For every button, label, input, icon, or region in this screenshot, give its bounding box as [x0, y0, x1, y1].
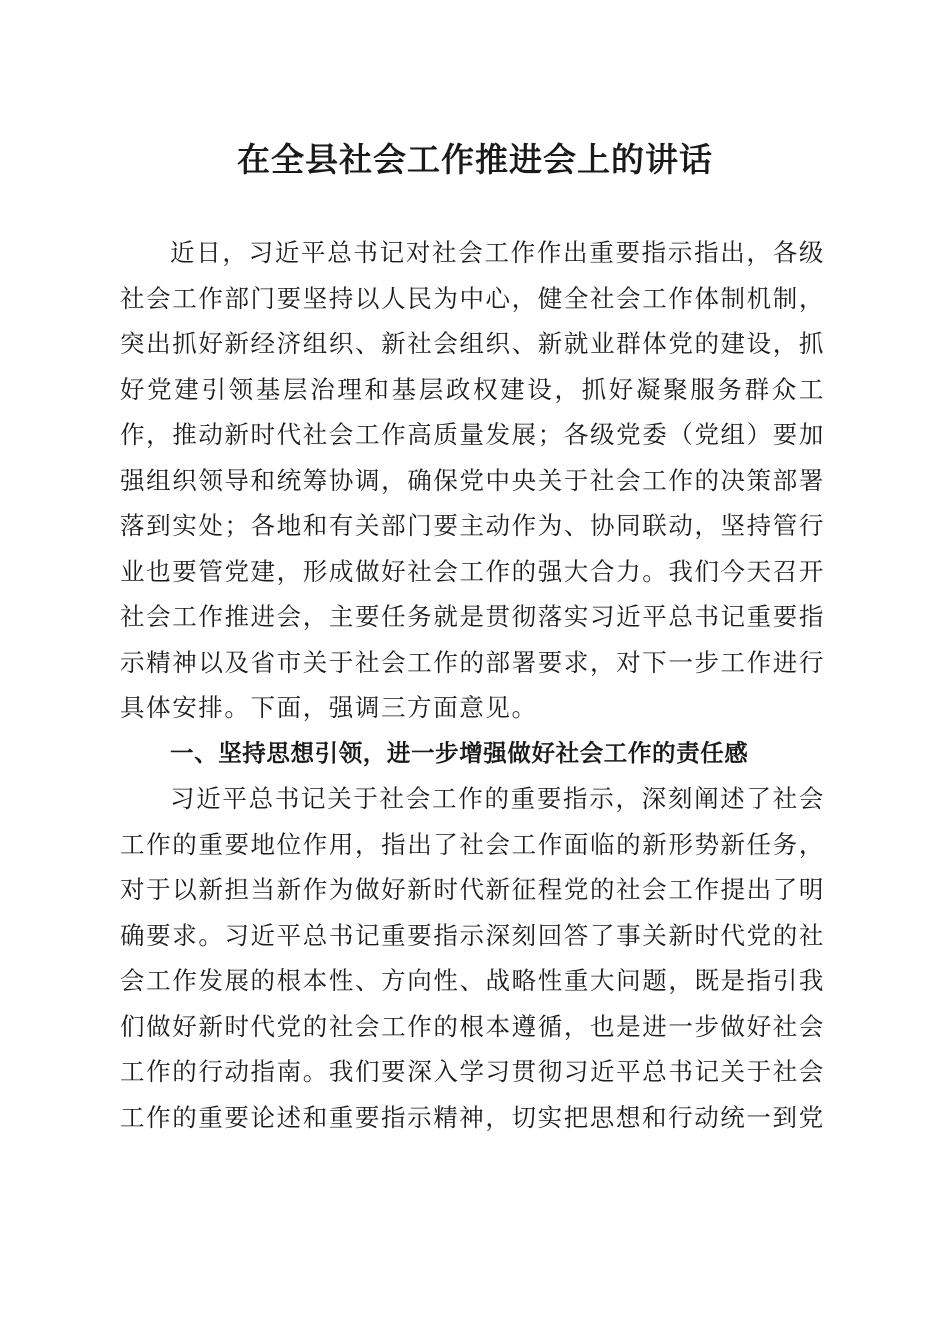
document-title: 在全县社会工作推进会上的讲话	[237, 140, 713, 179]
section-1-heading: 一、坚持思想引领，进一步增强做好社会工作的责任感	[170, 738, 749, 767]
intro-paragraph: 近日，习近平总书记对社会工作作出重要指示指出，各级社会工作部门要坚持以人民为中心，健全社会工作体制机制，突出抓好新经济组织、新社会组织、新就业群体党的建设，抓好党建引领基层治理和基层政权建设，抓好凝聚服务群众工作，推动新时代社会工作高质量发展；各级党委（党组）要加强组织领导和统筹协调，确保党中央关于社会工作的决策部署落到实处；各地和有关部门要主动作为、协同联动，坚持管行业也要管党建，形成做好社会工作的强大合力。我们今天召开社会工作推进会，主要任务就是贯彻落实习近平总书记重要指示精神以及省市关于社会工作的部署要求，对下一步工作进行具体安排。下面，强调三方面意见。	[120, 238, 825, 722]
document-body	[120, 230, 825, 1140]
section-1-paragraph: 习近平总书记关于社会工作的重要指示，深刻阐述了社会工作的重要地位作用，指出了社会工作面临的新形势新任务，对于以新担当新作为做好新时代新征程党的社会工作提出了明确要求。习近平总书记重要指示深刻回答了事关新时代党的社会工作发展的根本性、方向性、战略性重大问题，既是指引我们做好新时代党的社会工作的根本遵循，也是进一步做好社会工作的行动指南。我们要深入学习贯彻习近平总书记关于社会工作的重要论述和重要指示精神，切实把思想和行动统一到党	[120, 784, 825, 1132]
